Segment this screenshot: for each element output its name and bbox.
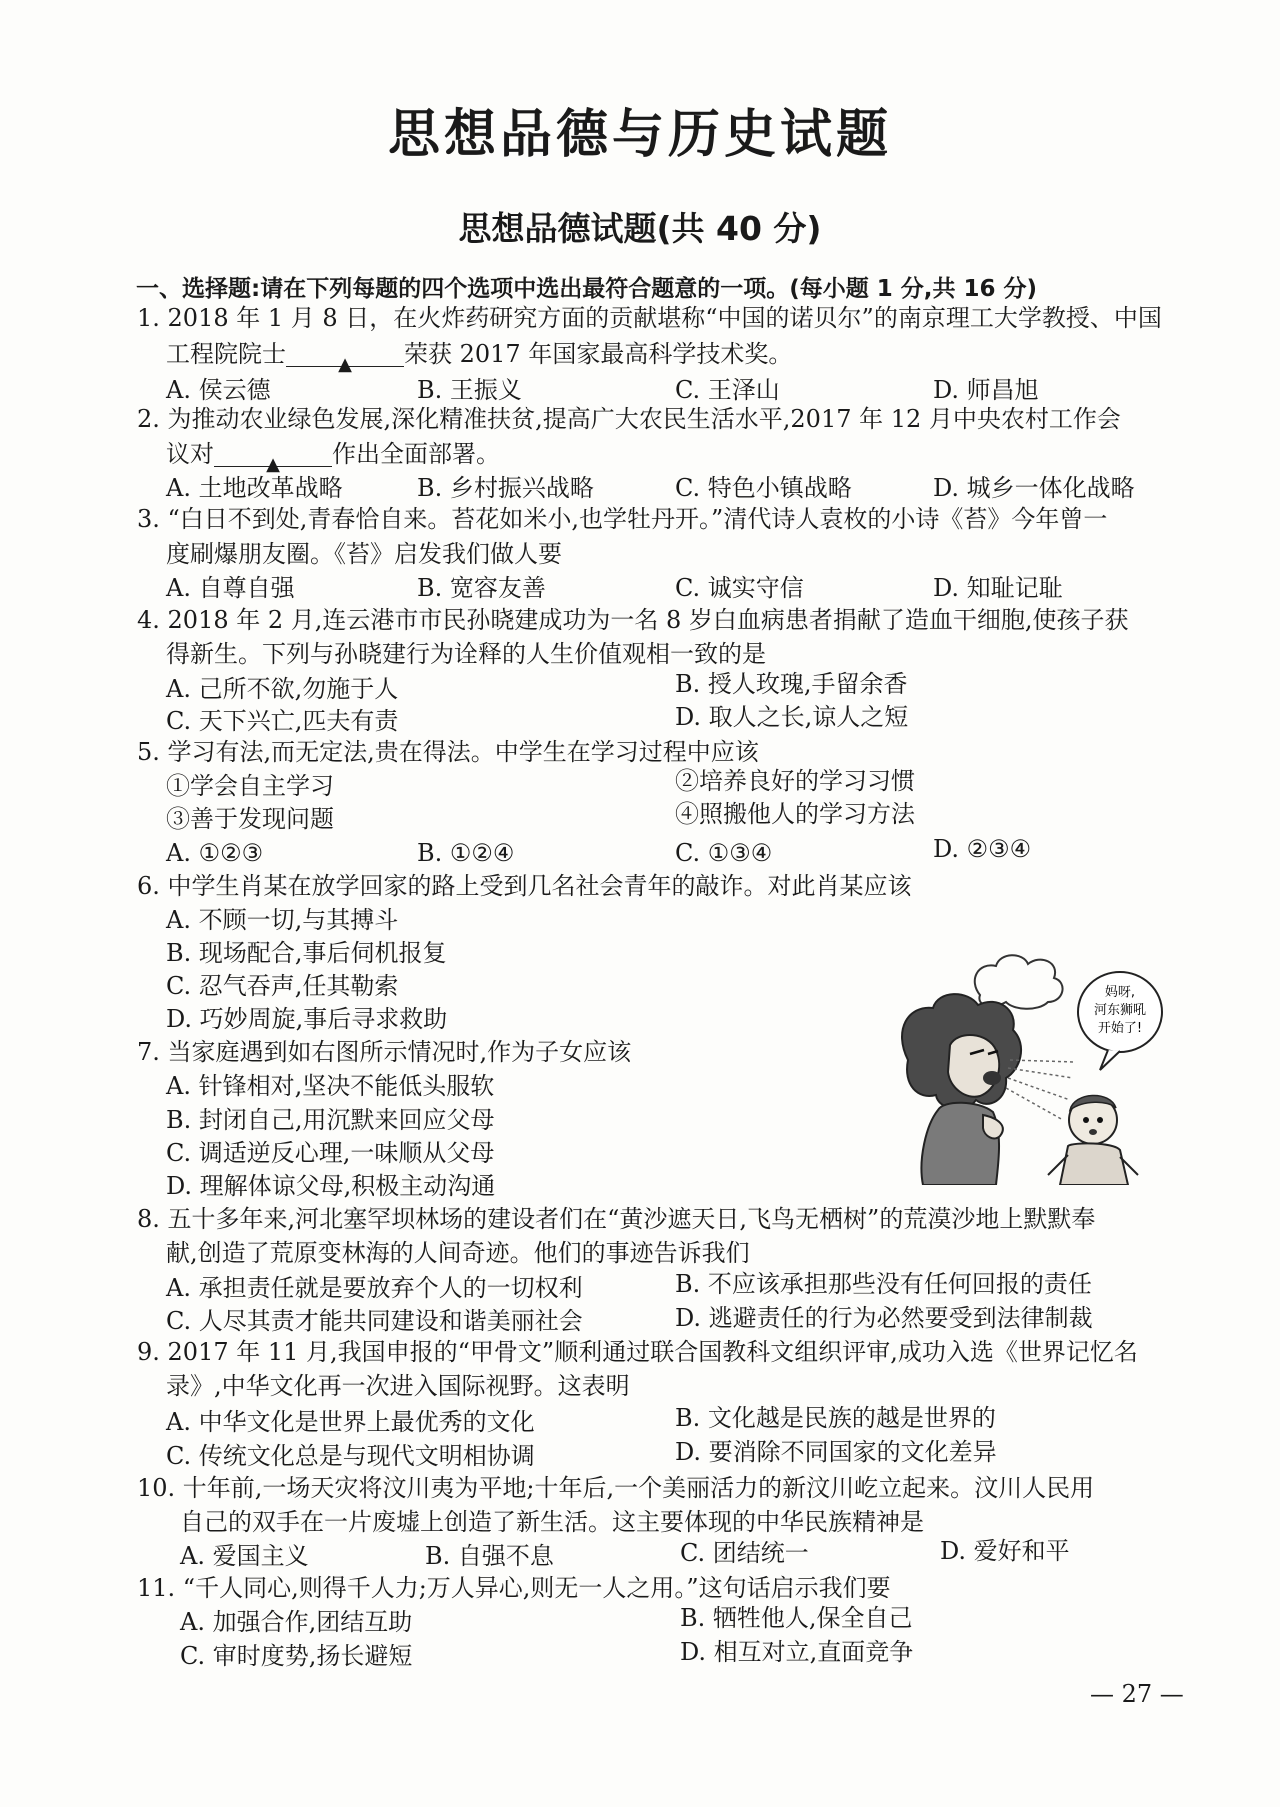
q1-stem-line2 (166, 338, 793, 375)
q5-item-3: ③善于发现问题 (166, 805, 334, 833)
q1-answer-blank (286, 340, 404, 375)
q1-option-a: A. 侯云德 (166, 376, 271, 404)
q6-option-d: D. 巧妙周旋,事后寻求救助 (166, 1005, 448, 1033)
q5-option-c: C. ①③④ (675, 839, 773, 867)
q6-stem-line1: 6. 中学生肖某在放学回家的路上受到几名社会青年的敲诈。对此肖某应该 (137, 872, 912, 900)
page-number: — 27 — (1090, 1680, 1184, 1708)
q4-option-b: B. 授人玫瑰,手留余香 (675, 670, 908, 698)
q11-option-b: B. 牺牲他人,保全自己 (680, 1604, 913, 1632)
q6-option-b: B. 现场配合,事后伺机报复 (166, 939, 447, 967)
q3-stem-line1: 3. “白日不到处,青春恰自来。苔花如米小,也学牡丹开。”清代诗人袁枚的小诗《苔》今年曾一 (137, 505, 1108, 533)
q9-option-c: C. 传统文化总是与现代文明相协调 (166, 1442, 535, 1470)
q1-stem-line1: 1. 2018 年 1 月 8 日，在火炸药研究方面的贡献堪称“中国的诺贝尔”的南京理工大学教授、中国 (137, 304, 1162, 332)
triangle-icon: ▲ (266, 454, 280, 475)
q2-answer-blank (214, 440, 332, 475)
q3-option-b: B. 宽容友善 (417, 574, 546, 602)
q5-item-1: ①学会自主学习 (166, 772, 334, 800)
q1-stem-pre: 工程院院士 (166, 340, 286, 368)
q4-option-c: C. 天下兴亡,匹夫有责 (166, 707, 399, 735)
q9-option-b: B. 文化越是民族的越是世界的 (675, 1404, 996, 1432)
section-heading: 一、选择题:请在下列每题的四个选项中选出最符合题意的一项。(每小题 1 分,共 16 分) (136, 276, 1037, 302)
page-title: 思想品德与历史试题 (387, 105, 892, 165)
q7-option-a: A. 针锋相对,坚决不能低头服软 (166, 1072, 495, 1100)
q5-item-2: ②培养良好的学习习惯 (675, 767, 915, 795)
q11-option-d: D. 相互对立,直面竞争 (680, 1638, 914, 1666)
q10-stem-line2: 自己的双手在一片废墟上创造了新生活。这主要体现的中华民族精神是 (180, 1508, 924, 1536)
q5-item-4: ④照搬他人的学习方法 (675, 800, 915, 828)
q5-option-b: B. ①②④ (417, 839, 515, 867)
q9-stem-line2: 录》,中华文化再一次进入国际视野。这表明 (166, 1372, 630, 1400)
q4-option-a: A. 己所不欲,勿施于人 (166, 675, 399, 703)
q7-option-c: C. 调适逆反心理,一味顺从父母 (166, 1139, 495, 1167)
q9-option-d: D. 要消除不同国家的文化差异 (675, 1438, 997, 1466)
q3-option-c: C. 诚实守信 (675, 574, 804, 602)
q11-option-a: A. 加强合作,团结互助 (180, 1608, 413, 1636)
triangle-icon: ▲ (338, 354, 352, 375)
family-argument-cartoon (888, 950, 1168, 1185)
q2-stem-pre: 议对 (166, 440, 214, 468)
q5-stem-line1: 5. 学习有法,而无定法,贵在得法。中学生在学习过程中应该 (137, 738, 759, 766)
q2-option-d: D. 城乡一体化战略 (933, 474, 1135, 502)
q11-stem-line1: 11. “千人同心,则得千人力;万人异心,则无一人之用。”这句话启示我们要 (137, 1574, 891, 1602)
q9-option-a: A. 中华文化是世界上最优秀的文化 (166, 1408, 535, 1436)
q1-option-c: C. 王泽山 (675, 376, 780, 404)
q4-stem-line1: 4. 2018 年 2 月,连云港市市民孙晓建成功为一名 8 岁白血病患者捐献了造血干细胞,使孩子获 (137, 606, 1129, 634)
bubble-line-3: 开始了! (1097, 1021, 1143, 1036)
q6-option-a: A. 不顾一切,与其搏斗 (166, 906, 399, 934)
q4-stem-line2: 得新生。下列与孙晓建行为诠释的人生价值观相一致的是 (166, 640, 766, 668)
q5-option-a: A. ①②③ (166, 839, 264, 867)
q2-stem-line1: 2. 为推动农业绿色发展,深化精准扶贫,提高广大农民生活水平,2017 年 12 月中央农村工作会 (137, 405, 1121, 433)
shouting-mouth (983, 1071, 1001, 1085)
q7-option-d: D. 理解体谅父母,积极主动沟通 (166, 1172, 496, 1200)
q5-option-d: D. ②③④ (933, 835, 1032, 863)
q10-option-a: A. 爱国主义 (180, 1542, 309, 1570)
q1-option-d: D. 师昌旭 (933, 376, 1039, 404)
q8-option-a: A. 承担责任就是要放弃个人的一切权利 (166, 1274, 583, 1302)
q9-stem-line1: 9. 2017 年 11 月,我国申报的“甲骨文”顺利通过联合国教科文组织评审,成功入选《世界记忆名 (137, 1338, 1138, 1366)
q8-stem-line1: 8. 五十多年来,河北塞罕坝林场的建设者们在“黄沙遮天日,飞鸟无栖树”的荒漠沙地上默默奉 (137, 1205, 1096, 1233)
anger-cloud-icon (975, 955, 1063, 1009)
q8-option-b: B. 不应该承担那些没有任何回报的责任 (675, 1270, 1092, 1298)
child-body (1060, 1143, 1128, 1185)
q2-option-c: C. 特色小镇战略 (675, 474, 852, 502)
mother-face (948, 1035, 999, 1097)
q2-option-a: A. 土地改革战略 (166, 474, 343, 502)
q4-option-d: D. 取人之长,谅人之短 (675, 703, 909, 731)
q6-option-c: C. 忍气吞声,任其勒索 (166, 972, 399, 1000)
q8-stem-line2: 献,创造了荒原变林海的人间奇迹。他们的事迹告诉我们 (166, 1239, 750, 1267)
q10-option-c: C. 团结统一 (680, 1539, 809, 1567)
q2-option-b: B. 乡村振兴战略 (417, 474, 594, 502)
q10-stem-line1: 10. 十年前,一场天灾将汶川夷为平地;十年后,一个美丽活力的新汶川屹立起来。汶川人民用 (137, 1474, 1095, 1502)
q3-stem-line2: 度刷爆朋友圈。《苔》启发我们做人要 (166, 540, 562, 568)
shout-lines (1006, 1060, 1074, 1120)
q2-stem-line2 (166, 438, 500, 475)
page-subtitle: 思想品德试题(共 40 分) (458, 209, 822, 248)
q10-option-b: B. 自强不息 (425, 1542, 554, 1570)
q11-option-c: C. 审时度势,扬长避短 (180, 1642, 413, 1670)
q10-option-d: D. 爱好和平 (940, 1537, 1070, 1565)
q8-option-d: D. 逃避责任的行为必然要受到法律制裁 (675, 1304, 1093, 1332)
q7-stem-line1: 7. 当家庭遇到如右图所示情况时,作为子女应该 (137, 1038, 632, 1066)
bubble-line-1: 妈呀, (1104, 985, 1136, 1000)
bubble-line-2: 河东狮吼 (1093, 1003, 1147, 1018)
q7-option-b: B. 封闭自己,用沉默来回应父母 (166, 1106, 495, 1134)
q3-option-a: A. 自尊自强 (166, 574, 295, 602)
q2-stem-post: 作出全面部署。 (332, 440, 500, 468)
q1-stem-post: 荣获 2017 年国家最高科学技术奖。 (404, 340, 793, 368)
q8-option-c: C. 人尽其责才能共同建设和谐美丽社会 (166, 1307, 583, 1335)
q3-option-d: D. 知耻记耻 (933, 574, 1063, 602)
q1-option-b: B. 王振义 (417, 376, 522, 404)
